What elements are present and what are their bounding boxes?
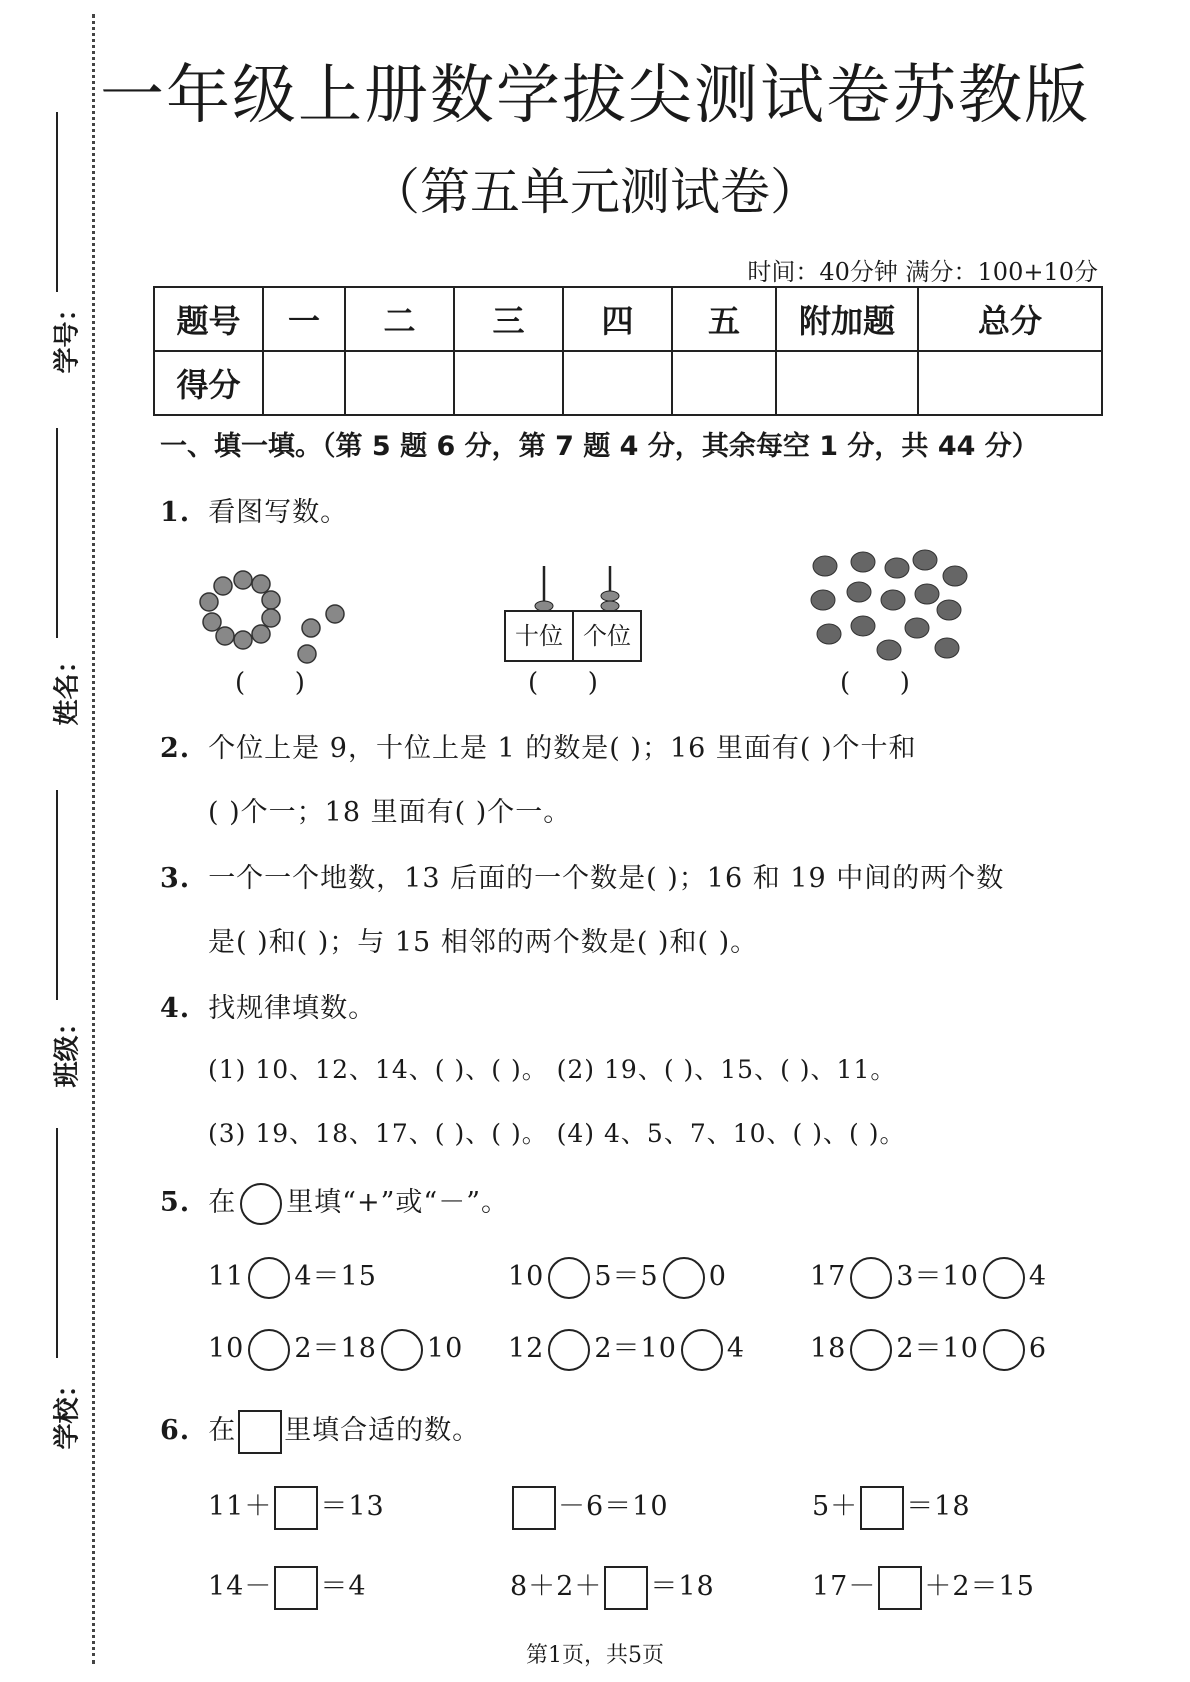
answer-circle[interactable] [983,1329,1025,1371]
score-header-row [154,287,1102,351]
answer-blank[interactable]: ( ) [528,668,598,698]
score-input-cell[interactable] [345,351,454,415]
operand: 18 [810,1333,847,1364]
abacus-tens: 十位 [506,612,574,660]
question-2-line2: ( )个一；18 里面有( )个一。 [208,797,572,828]
answer-circle[interactable] [548,1329,590,1371]
answer-circle[interactable] [983,1257,1025,1299]
score-header-cell: 五 [672,287,776,351]
q6-item-1 [208,1484,385,1530]
operand: 14－ [208,1571,273,1602]
answer-box[interactable] [274,1566,318,1610]
operand: 0 [708,1261,727,1292]
answer-circle[interactable] [850,1257,892,1299]
operand: 5＋ [812,1491,859,1522]
page-subtitle: （第五单元测试卷） [370,163,820,221]
operand: 5＝5 [594,1261,659,1292]
operand: ＝18 [906,1491,971,1522]
bead-ring-figure [195,570,365,670]
score-header-cell: 二 [345,287,454,351]
operand: 17－ [812,1571,877,1602]
operand: 10 [208,1333,245,1364]
operand: 3＝10 [896,1261,979,1292]
score-header-cell: 四 [563,287,672,351]
operand: 12 [508,1333,545,1364]
answer-circle[interactable] [850,1329,892,1371]
q5-item-5 [508,1326,745,1371]
operand: ＝13 [320,1491,385,1522]
answer-circle[interactable] [381,1329,423,1371]
operand: 4 [1028,1261,1048,1292]
binding-dotted-line [92,14,95,1664]
question-text: 个位上是 9，十位上是 1 的数是( )；16 里面有( )个十和 [208,733,917,764]
school-label: 学校： [52,1371,83,1450]
abacus-box [504,610,642,662]
operand: ＝18 [650,1571,715,1602]
answer-circle[interactable] [681,1329,723,1371]
time-info: 时间：40分钟 满分：100+10分 [747,258,1098,286]
answer-blank[interactable]: ( ) [235,668,305,698]
page-footer: 第1页，共5页 [526,1643,664,1668]
question-4-row1: (1) 10、12、14、( )、( )。 (2) 19、( )、15、( )、11。 [208,1055,897,1084]
question-4-row2: (3) 19、18、17、( )、( )。 (4) 4、5、7、10、( )、( )。 [208,1119,906,1148]
q5-item-4 [208,1326,463,1371]
question-3-line2: 是( )和( )；与 15 相邻的两个数是( )和( )。 [208,927,759,958]
answer-box[interactable] [604,1566,648,1610]
operand: 6 [1028,1333,1048,1364]
operand: 8＋2＋ [510,1571,603,1602]
question-number: 6. [160,1415,191,1446]
answer-circle[interactable] [548,1257,590,1299]
operand: 2＝18 [294,1333,377,1364]
dots-figure [805,548,975,668]
q5-item-3 [810,1254,1047,1299]
question-text: 一个一个地数，13 后面的一个数是( )；16 和 19 中间的两个数 [208,863,1005,894]
question-text-pre: 在 [208,1415,237,1446]
name-label: 姓名： [52,647,83,726]
answer-box[interactable] [274,1486,318,1530]
q6-item-5 [510,1564,715,1610]
question-text: 看图写数。 [208,497,349,528]
school-line [56,1128,58,1358]
name-line [56,428,58,638]
answer-box[interactable] [878,1566,922,1610]
score-header-cell: 附加题 [776,287,918,351]
q5-item-2 [508,1254,727,1299]
score-input-cell[interactable] [263,351,345,415]
page-title: 一年级上册数学拔尖测试卷苏教版 [100,59,1090,133]
abacus-ones: 个位 [583,622,631,650]
operand: 17 [810,1261,847,1292]
score-value-row [154,351,1102,415]
circle-symbol [240,1183,282,1225]
operand: 2＝10 [594,1333,677,1364]
operand: 4＝15 [294,1261,377,1292]
square-symbol [238,1410,282,1454]
question-text-post: 里填合适的数。 [284,1415,481,1446]
question-2 [160,726,917,765]
question-5 [160,1180,509,1225]
answer-circle[interactable] [248,1257,290,1299]
score-input-cell[interactable] [776,351,918,415]
score-input-cell[interactable] [454,351,563,415]
operand: ＋2＝15 [924,1571,1035,1602]
answer-circle[interactable] [663,1257,705,1299]
score-input-cell[interactable] [563,351,672,415]
operand: ＝4 [320,1571,367,1602]
q6-item-2 [510,1484,669,1530]
score-input-cell[interactable] [918,351,1102,415]
score-header-cell: 题号 [154,287,263,351]
question-number: 3. [160,863,191,894]
score-table [153,286,1103,416]
q5-item-1 [208,1254,377,1299]
operand: －6＝10 [558,1491,669,1522]
score-header-cell: 三 [454,287,563,351]
question-1 [160,490,348,529]
q6-item-6 [812,1564,1035,1610]
q6-item-4 [208,1564,367,1610]
score-input-cell[interactable] [672,351,776,415]
operand: 11＋ [208,1491,273,1522]
q5-item-6 [810,1326,1047,1371]
answer-box[interactable] [512,1486,556,1530]
question-number: 4. [160,993,191,1024]
operand: 10 [426,1333,464,1364]
question-3 [160,856,1004,895]
answer-circle[interactable] [248,1329,290,1371]
section-heading: 一、填一填。（第 5 题 6 分，第 7 题 4 分，其余每空 1 分，共 44 分） [160,431,1039,462]
question-text: 找规律填数。 [208,993,377,1024]
score-row-label: 得分 [154,351,263,415]
abacus-rods [504,562,644,612]
class-label: 班级： [52,1009,83,1088]
question-number: 1. [160,497,191,528]
class-line [56,790,58,1000]
score-header-cell: 一 [263,287,345,351]
question-number: 2. [160,733,191,764]
answer-box[interactable] [860,1486,904,1530]
q6-item-3 [812,1484,971,1530]
score-header-cell: 总分 [918,287,1102,351]
answer-blank[interactable]: ( ) [840,668,910,698]
operand: 4 [726,1333,746,1364]
question-number: 5. [160,1187,191,1218]
operand: 2＝10 [896,1333,979,1364]
question-4 [160,986,376,1025]
student-no-label: 学号： [52,295,83,374]
question-text-post: 里填“+”或“－”。 [286,1187,510,1218]
question-6 [160,1408,480,1454]
operand: 11 [208,1261,245,1292]
question-text-pre: 在 [208,1187,237,1218]
operand: 10 [508,1261,545,1292]
